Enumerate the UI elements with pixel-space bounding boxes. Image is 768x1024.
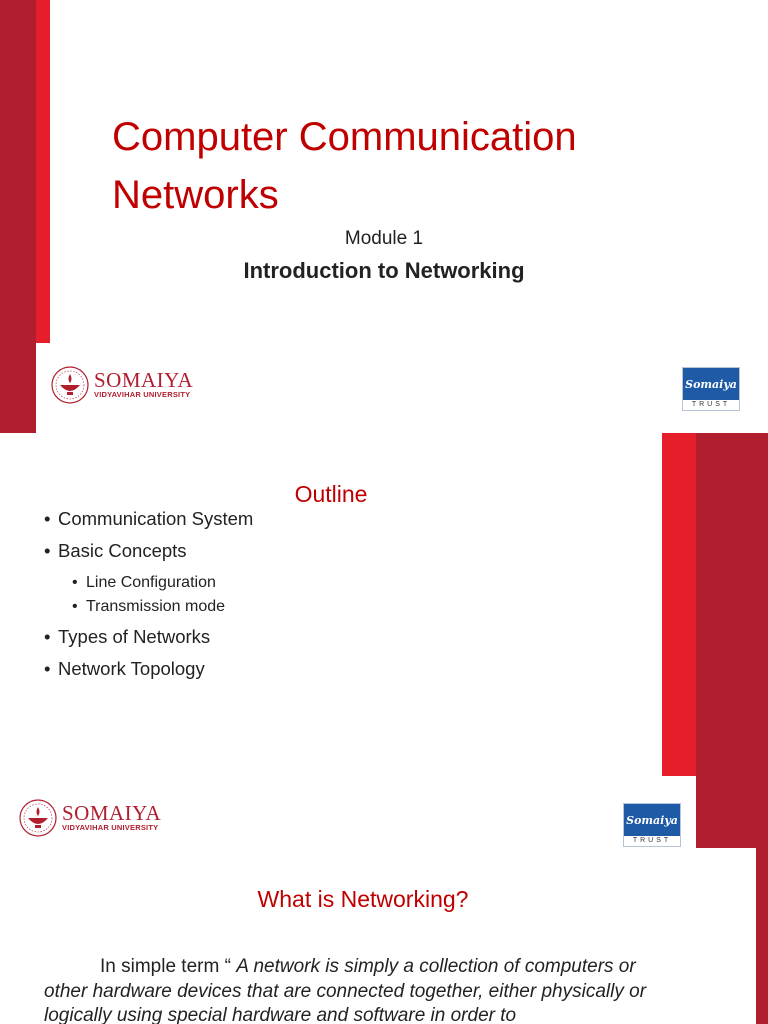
right-red-bar <box>662 433 696 776</box>
logo-subtitle: VIDYAVIHAR UNIVERSITY <box>62 823 159 832</box>
logo-subtitle: VIDYAVIHAR UNIVERSITY <box>94 390 191 399</box>
outline-slide <box>0 433 768 848</box>
logo-name: SOMAIYA <box>62 801 162 825</box>
slide-title: What is Networking? <box>257 886 469 912</box>
right-dark-bar <box>696 433 768 848</box>
paragraph-lead: In simple term “ <box>100 956 237 977</box>
networking-slide <box>0 848 768 1024</box>
trust-logo-script: Somaiya <box>624 804 680 836</box>
list-item: • Types of Networks <box>44 625 253 657</box>
outline-title: Outline <box>294 481 368 507</box>
list-item: • Basic Concepts <box>44 539 253 571</box>
module-subtitle: Introduction to Networking <box>243 258 525 283</box>
definition-paragraph <box>44 955 684 1024</box>
somaiya-emblem-icon <box>18 798 58 838</box>
right-dark-bar <box>756 848 768 1024</box>
list-subitem: • Line Configuration <box>72 571 253 595</box>
somaiya-logo <box>18 798 161 838</box>
left-red-bar <box>36 0 50 343</box>
presentation-title <box>112 108 672 224</box>
paragraph-definition: A network is simply a collection of computers or other hardware devices that are connected together, either physically or logically using special hardware and software in order to <box>44 956 647 1024</box>
trust-logo-script: Somaiya <box>683 368 739 400</box>
trust-logo-label: TRUST <box>691 401 731 408</box>
somaiya-logo <box>50 365 193 405</box>
left-dark-bar <box>0 0 36 433</box>
trust-logo-label: TRUST <box>632 837 672 844</box>
list-subitem: • Transmission mode <box>72 595 253 619</box>
list-item: • Network Topology <box>44 657 253 689</box>
module-label: Module 1 <box>344 228 424 249</box>
title-line-1: Computer Communication <box>112 115 577 159</box>
somaiya-trust-logo <box>682 367 740 411</box>
somaiya-trust-logo <box>623 803 681 847</box>
title-slide <box>0 0 768 433</box>
list-item: • Communication System <box>44 507 253 539</box>
somaiya-emblem-icon <box>50 365 90 405</box>
title-line-2: Networks <box>112 173 279 217</box>
logo-name: SOMAIYA <box>94 368 194 392</box>
outline-list <box>44 507 253 689</box>
